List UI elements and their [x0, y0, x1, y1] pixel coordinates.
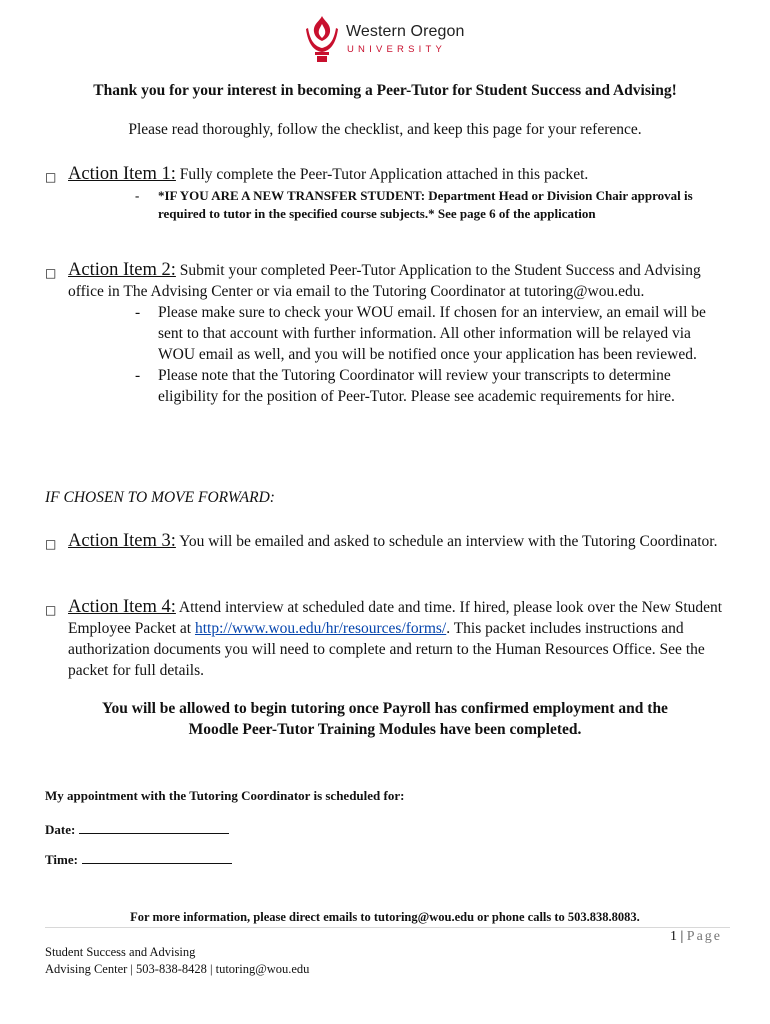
page-heading: Thank you for your interest in becoming a Peer-Tutor for Student Success and Advising! — [93, 82, 677, 99]
closing-statement — [0, 698, 770, 740]
action-item-label: Action Item 3: — [68, 531, 176, 551]
date-input-line[interactable] — [79, 820, 229, 834]
section-label: IF CHOSEN TO MOVE FORWARD: — [45, 489, 275, 506]
sub-note-text: Please make sure to check your WOU email. If chosen for an interview, an email will be sent to that account with further information. All other information will be relayed via WOU email as well, and you will be notified once your application has been reviewed. — [158, 304, 706, 363]
checkbox-icon[interactable]: □ — [45, 266, 57, 280]
date-field — [45, 820, 229, 838]
page-footer — [45, 944, 309, 978]
time-input-line[interactable] — [82, 850, 232, 864]
page-number-value: 1 — [669, 929, 677, 944]
page-label: Page — [686, 929, 722, 944]
action-item-1 — [45, 164, 730, 223]
footer-line-1: Student Success and Advising — [45, 945, 196, 959]
hr-forms-link[interactable]: http://www.wou.edu/hr/resources/forms/ — [194, 620, 447, 637]
sub-note-text: Please note that the Tutoring Coordinator will review your transcripts to determine eligibility for the position of Peer-Tutor. Please see academic requirements for hire. — [158, 367, 675, 405]
torch-flame-logo-icon — [302, 14, 342, 64]
action-item-label: Action Item 2: — [68, 260, 176, 280]
sub-note: - Please note that the Tutoring Coordinator will review your transcripts to determine eligibility for the position of Peer-Tutor. Please see academic requirements for hire. — [135, 367, 675, 405]
logo-university: UNIVERSITY — [347, 44, 447, 55]
action-item-2 — [45, 260, 730, 407]
action-item-text: Fully complete the Peer-Tutor Application attached in this packet. — [175, 166, 589, 183]
action-item-3 — [45, 531, 730, 552]
footer-line-2: Advising Center | 503-838-8428 | tutoring@wou.edu — [45, 962, 310, 976]
checkbox-icon[interactable]: □ — [45, 537, 57, 551]
university-logo — [302, 14, 472, 64]
page-number — [670, 929, 722, 945]
logo-name: Western Oregon — [346, 23, 465, 40]
action-item-label: Action Item 1: — [68, 164, 176, 184]
action-item-4 — [45, 597, 730, 681]
time-field — [45, 850, 232, 868]
date-label: Date: — [45, 822, 76, 837]
action-item-text: You will be emailed and asked to schedule an interview with the Tutoring Coordinator. — [175, 533, 718, 550]
time-label: Time: — [45, 852, 78, 867]
checkbox-icon[interactable]: □ — [45, 170, 57, 184]
action-item-text-after: . This packet includes instructions and authorization documents you will need to complete and return to the Human Resources Office. See the packet for full details. — [68, 620, 705, 679]
action-item-text: Attend interview at scheduled date and time. If hired, please look over the New Student Employee Packet at — [68, 599, 723, 637]
footer-divider — [45, 927, 730, 928]
action-item-text: Submit your completed Peer-Tutor Application to the Student Success and Advising office in The Advising Center or via email to the Tutoring Coordinator at tutoring@wou.edu. — [68, 262, 701, 300]
action-item-label: Action Item 4: — [68, 597, 176, 617]
sub-note: - *IF YOU ARE A NEW TRANSFER STUDENT: Department Head or Division Chair approval is required to tutor in the specified course subjects.* See page 6 of the application — [135, 188, 693, 221]
sub-note: - Please make sure to check your WOU email. If chosen for an interview, an email will be sent to that account with further information. All other information will be relayed via WOU email as well, and you will be notified once your application has been reviewed. — [135, 304, 706, 363]
appointment-title: My appointment with the Tutoring Coordinator is scheduled for: — [45, 788, 405, 803]
intro-text: Please read thoroughly, follow the checklist, and keep this page for your reference. — [128, 121, 642, 138]
closing-line-2: Moodle Peer-Tutor Training Modules have been completed. — [188, 721, 582, 738]
sub-note-text: *IF YOU ARE A NEW TRANSFER STUDENT: Department Head or Division Chair approval is required to tutor in the specified course subjects.* See page 6 of the application — [158, 188, 693, 221]
checkbox-icon[interactable]: □ — [45, 603, 57, 617]
page-separator: | — [680, 929, 684, 944]
contact-info: For more information, please direct emails to tutoring@wou.edu or phone calls to 503.838.8083. — [130, 910, 640, 924]
closing-line-1: You will be allowed to begin tutoring once Payroll has confirmed employment and the — [102, 700, 668, 717]
